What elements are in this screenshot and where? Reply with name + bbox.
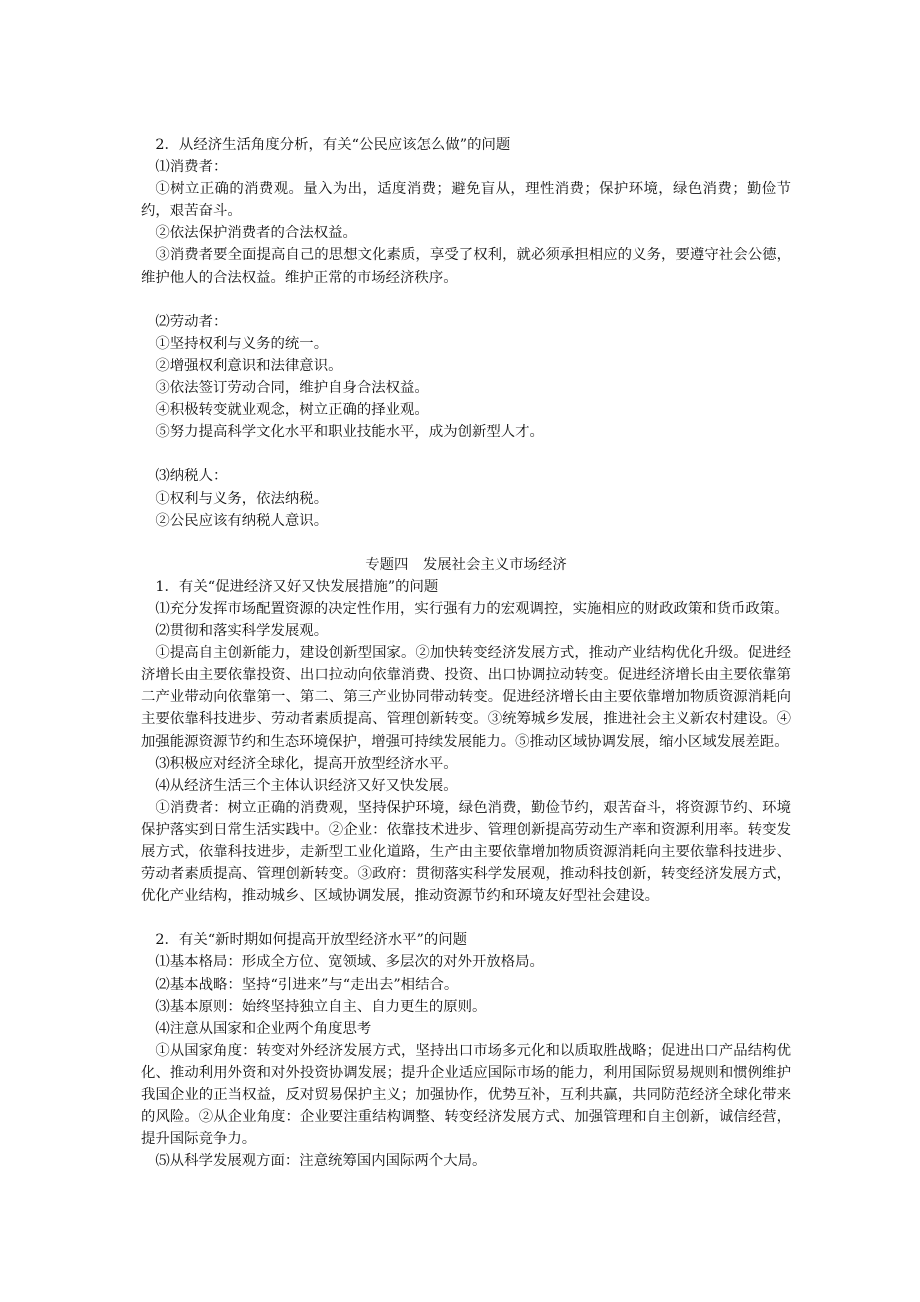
q1-paragraph-3: ①提高自主创新能力，建设创新型国家。②加快转变经济发展方式，推动产业结构优化升级。促进经济增长由主要依靠投资、出口拉动向依靠消费、投资、出口协调拉动转变。促进经济增长由主要依靠第二产业带动向依靠第一、第二、第三产业协同带动转变。促进经济增长由主要依靠增加物质资源消耗向主要依靠科技进步、劳动者素质提高、管理创新转变。③统筹城乡发展，推进社会主义新农村建设。④加强能源资源节约和生态环境保护，增强可持续发展能力。⑤推动区域协调发展，缩小区域发展差距。 bbox=[141, 645, 791, 750]
q2-paragraph-4: ⑷注意从国家和企业两个角度思考 bbox=[155, 1020, 372, 1037]
laborer-item-4: ④积极转变就业观念，树立正确的择业观。 bbox=[155, 402, 429, 419]
q2-paragraph-1: ⑴基本格局：形成全方位、宽领域、多层次的对外开放格局。 bbox=[155, 954, 544, 971]
blank-line bbox=[141, 289, 791, 311]
q1-paragraph-2: ⑵贯彻和落实科学发展观。 bbox=[155, 623, 329, 640]
blank-line bbox=[141, 907, 791, 929]
q1-paragraph-5: ⑷从经济生活三个主体认识经济又好又快发展。 bbox=[155, 777, 458, 794]
subheading-consumer: ⑴消费者： bbox=[155, 159, 228, 176]
consumer-item-1: ①树立正确的消费观。量入为出，适度消费；避免盲从，理性消费；保护环境，绿色消费；勤俭节约，艰苦奋斗。 bbox=[141, 181, 791, 220]
laborer-item-5: ⑤努力提高科学文化水平和职业技能水平，成为创新型人才。 bbox=[155, 424, 544, 441]
laborer-item-3: ③依法签订劳动合同，维护自身合法权益。 bbox=[155, 380, 429, 397]
taxpayer-item-2: ②公民应该有纳税人意识。 bbox=[155, 512, 329, 529]
q1-paragraph-6: ①消费者：树立正确的消费观，坚持保护环境，绿色消费，勤俭节约，艰苦奋斗，将资源节约、环境保护落实到日常生活实践中。②企业：依靠技术进步、管理创新提高劳动生产率和资源利用率。转变发展方式，依靠科技进步，走新型工业化道路，生产由主要依靠增加物质资源消耗向主要依靠科技进步、劳动者素质提高、管理创新转变。③政府：贯彻落实科学发展观，推动科技创新，转变经济发展方式，优化产业结构，推动城乡、区域协调发展，推动资源节约和环境友好型社会建设。 bbox=[141, 799, 791, 905]
q1-paragraph-1: ⑴充分发挥市场配置资源的决定性作用，实行强有力的宏观调控，实施相应的财政政策和货币政策。 bbox=[155, 600, 789, 617]
q2-paragraph-3: ⑶基本原则：始终坚持独立自主、自力更生的原则。 bbox=[155, 998, 487, 1015]
q2-paragraph-5: ①从国家角度：转变对外经济发展方式，坚持出口市场多元化和以质取胜战略；促进出口产品结构优化、推动利用外资和对外投资协调发展；提升企业适应国际市场的能力，利用国际贸易规则和惯例维护我国企业的正当权益，反对贸易保护主义；加强协作，优势互补，互利共赢，共同防范经济全球化带来的风险。②从企业角度：企业要注重结构调整、转变经济发展方式、加强管理和自主创新，诚信经营，提升国际竞争力。 bbox=[141, 1042, 791, 1148]
laborer-item-2: ②增强权利意识和法律意识。 bbox=[155, 357, 343, 374]
subheading-taxpayer: ⑶纳税人： bbox=[155, 468, 228, 485]
subheading-laborer: ⑵劳动者： bbox=[155, 313, 228, 330]
laborer-item-1: ①坚持权利与义务的统一。 bbox=[155, 335, 329, 352]
q1-paragraph-4: ⑶积极应对经济全球化，提高开放型经济水平。 bbox=[155, 755, 458, 772]
consumer-item-3: ③消费者要全面提高自己的思想文化素质，享受了权利，就必须承担相应的义务，要遵守社会公德，维护他人的合法权益。维护正常的市场经济秩序。 bbox=[141, 247, 791, 286]
question-heading-2: 2．有关“新时期如何提高开放型经济水平”的问题 bbox=[155, 932, 468, 949]
q2-paragraph-2: ⑵基本战略：坚持“引进来”与“走出去”相结合。 bbox=[155, 976, 459, 993]
document-body bbox=[141, 134, 791, 1172]
question-heading-1: 1．有关“促进经济又好又快发展措施”的问题 bbox=[155, 578, 439, 595]
blank-line bbox=[141, 443, 791, 465]
consumer-item-2: ②依法保护消费者的合法权益。 bbox=[155, 225, 357, 242]
section-heading-citizen: 2．从经济生活角度分析，有关“公民应该怎么做”的问题 bbox=[155, 137, 511, 153]
topic-title: 专题四 发展社会主义市场经济 bbox=[365, 556, 567, 573]
taxpayer-item-1: ①权利与义务，依法纳税。 bbox=[155, 490, 329, 507]
blank-line bbox=[141, 532, 791, 554]
q2-paragraph-6: ⑸从科学发展观方面：注意统筹国内国际两个大局。 bbox=[155, 1153, 487, 1170]
